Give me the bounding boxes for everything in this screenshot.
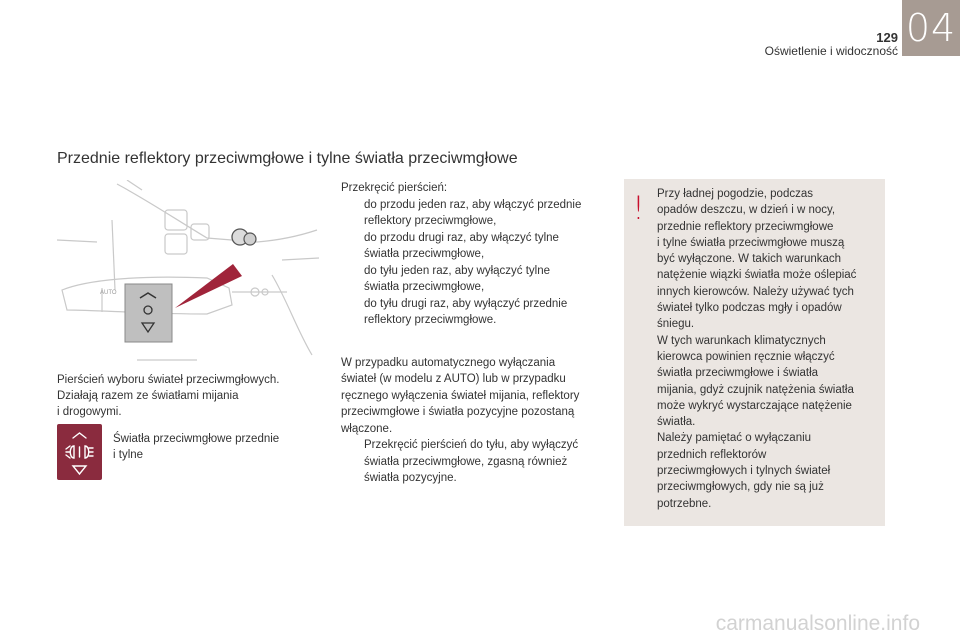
auto-line: W przypadku automatycznego wyłączania xyxy=(341,356,556,369)
auto-line: ręcznego wyłączenia świateł mijania, reflektory xyxy=(341,389,580,402)
instruction-line: światła przeciwmgłowe, xyxy=(364,248,485,260)
warning-line: Należy pamiętać o wyłączaniu xyxy=(657,432,812,445)
warning-line: światła. xyxy=(657,416,696,429)
symbol-caption-line: i tylne xyxy=(113,449,144,461)
warning-line: przeciwmgłowych i tylnych świateł xyxy=(657,465,831,478)
auto-line: świateł (w modelu z AUTO) lub w przypadku xyxy=(341,373,566,385)
warning-line: być wyłączone. W takich warunkach xyxy=(657,253,842,266)
instruction-line: do tyłu jeden raz, aby wyłączyć tylne xyxy=(364,264,551,277)
instruction-line: do przodu jeden raz, aby włączyć przednie xyxy=(364,198,582,211)
auto-instruction-line: Przekręcić pierścień do tyłu, aby wyłączyć xyxy=(364,439,579,451)
warning-line: potrzebne. xyxy=(657,497,712,510)
warning-line: przednich reflektorów xyxy=(657,448,767,461)
auto-line: przeciwmgłowe i światła pozycyjne pozostaną xyxy=(341,406,575,418)
front-rear-fog-lamp-icon xyxy=(57,424,102,480)
fog-lamp-symbol xyxy=(57,424,102,480)
caption-line: i drogowymi. xyxy=(57,406,122,418)
warning-line: świateł tylko podczas mgły i opadów xyxy=(657,302,842,315)
warning-line: i tylne światła przeciwmgłowe muszą xyxy=(657,236,845,249)
instruction-item xyxy=(341,263,611,296)
chapter-title: Oświetlenie i widoczność xyxy=(764,44,898,58)
fog-lamp-stalk-illustration xyxy=(57,180,319,365)
warning-text xyxy=(657,186,873,512)
instruction-line: reflektory przeciwmgłowe. xyxy=(364,314,497,326)
warning-line: światła przeciwmgłowe i światła xyxy=(657,367,819,380)
instruction-item xyxy=(341,197,611,230)
instruction-line: do tyłu drugi raz, aby wyłączyć przednie xyxy=(364,297,568,310)
warning-line: W tych warunkach klimatycznych xyxy=(657,334,826,347)
auto-line: włączone. xyxy=(341,422,393,435)
watermark: carmanualsonline.info xyxy=(715,612,920,635)
warning-line: przeciwmgłowych, gdy nie są już xyxy=(657,481,824,494)
page-number: 129 xyxy=(876,30,898,45)
caption-line: Pierścień wyboru świateł przeciwmgłowych. xyxy=(57,374,280,386)
warning-line: przednie reflektory przeciwmgłowe xyxy=(657,220,834,233)
auto-instruction-line: światła pozycyjne. xyxy=(364,472,457,484)
instruction-item xyxy=(341,230,611,263)
warning-line: innych kierowców. Należy używać tych xyxy=(657,285,854,298)
svg-text:AUTO: AUTO xyxy=(100,290,117,296)
instruction-line: światła przeciwmgłowe, xyxy=(364,281,485,293)
auto-instruction-line: światła przeciwmgłowe, zgasną również xyxy=(364,455,568,468)
symbol-caption xyxy=(113,431,313,463)
warning-line: mijania, gdyż czujnik natężenia światła xyxy=(657,383,854,396)
warning-line: Przy ładnej pogodzie, podczas xyxy=(657,188,813,200)
instructions-column xyxy=(341,180,611,487)
auto-paragraph xyxy=(341,355,611,438)
warning-line: może wykryć wystarczające natężenie xyxy=(657,399,852,412)
caption-line: Działają razem ze światłami mijania xyxy=(57,390,239,402)
instructions-intro: Przekręcić pierścień: xyxy=(341,182,448,194)
chapter-tab: 04 xyxy=(902,0,960,56)
symbol-caption-line: Światła przeciwmgłowe przednie xyxy=(113,433,280,445)
section-title: Przednie reflektory przeciwmgłowe i tylne światła przeciwmgłowe xyxy=(57,150,518,167)
auto-instruction-item xyxy=(341,437,611,487)
illustration-caption xyxy=(57,372,319,420)
warning-line: natężenie wiązki światła może oślepiać xyxy=(657,269,857,282)
instruction-line: reflektory przeciwmgłowe, xyxy=(364,215,497,227)
warning-line: śniegu. xyxy=(657,318,695,331)
warning-icon: ! xyxy=(632,189,645,227)
instruction-line: do przodu drugi raz, aby włączyć tylne xyxy=(364,231,559,244)
warning-line: opadów deszczu, w dzień i w nocy, xyxy=(657,204,836,217)
warning-line: kierowca powinien ręcznie włączyć xyxy=(657,350,835,363)
warning-box xyxy=(624,179,885,526)
instruction-item xyxy=(341,296,611,329)
